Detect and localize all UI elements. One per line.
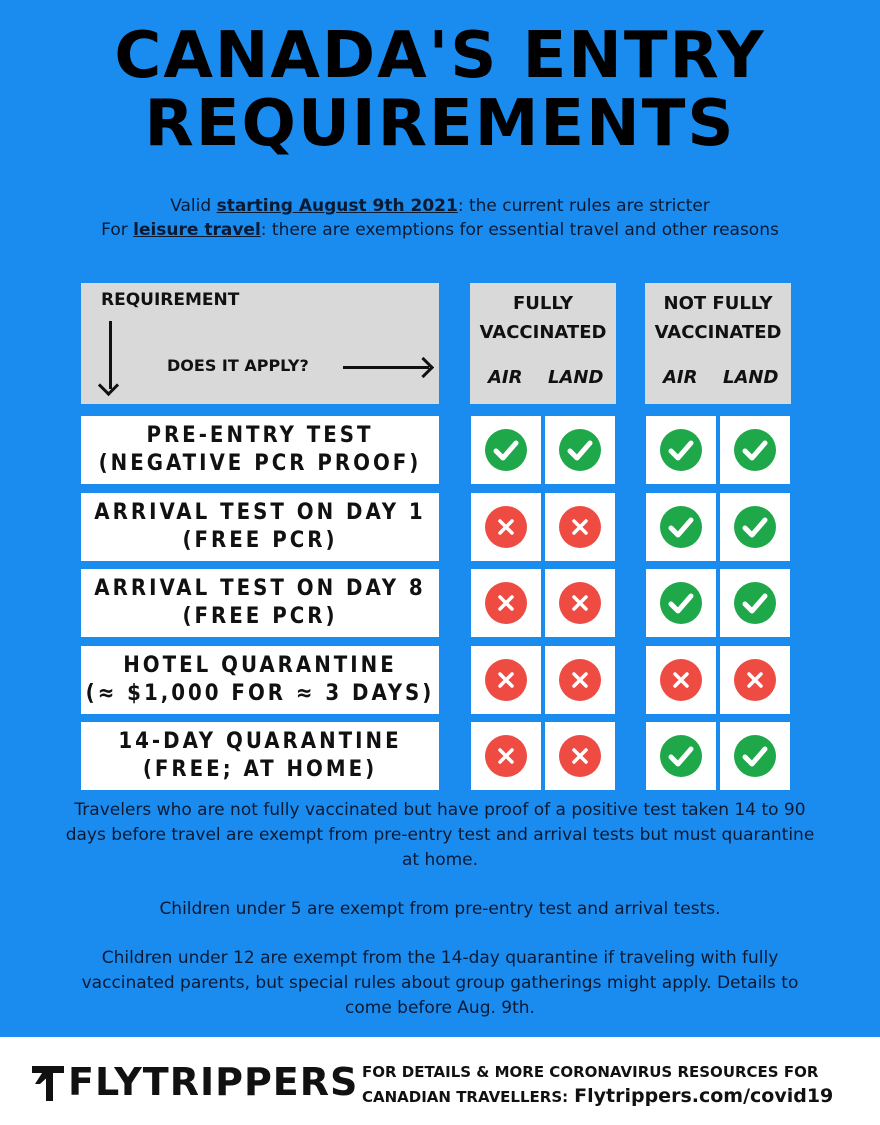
requirement-row-label — [81, 493, 439, 561]
x-circle-icon — [558, 734, 602, 778]
fully-vaccinated-header — [470, 283, 616, 404]
cell-not-fully-air — [646, 646, 716, 714]
requirement-row-label — [81, 646, 439, 714]
check-circle-icon — [733, 734, 777, 778]
cell-not-fully-land — [720, 416, 790, 484]
note-children-under-12: Children under 12 are exempt from the 14-day quarantine if traveling with fully vaccinated parents, but special rules about group gatherings might apply. Details to come before Aug. 9th. — [81, 948, 799, 1018]
land-label: LAND — [548, 367, 604, 388]
x-circle-icon — [484, 581, 528, 625]
requirement-row-label — [81, 416, 439, 484]
footer-text — [362, 1060, 862, 1109]
footer-line-2 — [362, 1084, 862, 1109]
arrow-down-icon — [109, 321, 112, 389]
cell-not-fully-air — [646, 416, 716, 484]
check-circle-icon — [733, 505, 777, 549]
check-circle-icon — [659, 505, 703, 549]
cell-not-fully-land — [720, 722, 790, 790]
subtitle-text: : the current rules are stricter — [457, 196, 710, 216]
col-title-line: FULLY — [512, 293, 574, 314]
requirement-detail: (≈ $1,000 FOR ≈ 3 DAYS) — [85, 681, 435, 706]
title-line-1: CANADA'S ENTRY — [114, 19, 766, 93]
requirement-name: ARRIVAL TEST ON DAY 8 — [94, 576, 426, 601]
cell-fully-air — [471, 646, 541, 714]
requirement-row-label — [81, 569, 439, 637]
col-title-line: VACCINATED — [479, 322, 607, 343]
fully-vaccinated-title — [470, 289, 616, 347]
x-circle-icon — [659, 658, 703, 702]
x-circle-icon — [558, 658, 602, 702]
check-circle-icon — [733, 581, 777, 625]
cell-fully-land — [545, 569, 615, 637]
x-circle-icon — [558, 505, 602, 549]
cell-fully-land — [545, 722, 615, 790]
plane-icon — [28, 1060, 68, 1104]
note-children-under-5: Children under 5 are exempt from pre-entry test and arrival tests. — [159, 899, 721, 919]
flytrippers-logo[interactable] — [28, 1057, 358, 1107]
logo-text: FLYTRIPPERS — [68, 1060, 359, 1104]
check-circle-icon — [484, 428, 528, 472]
footer — [0, 1037, 880, 1125]
footer-line-1: FOR DETAILS & MORE CORONAVIRUS RESOURCES FOR — [362, 1063, 819, 1081]
check-circle-icon — [659, 428, 703, 472]
check-circle-icon — [733, 428, 777, 472]
x-circle-icon — [484, 734, 528, 778]
requirement-name: HOTEL QUARANTINE — [123, 653, 397, 678]
cell-not-fully-air — [646, 722, 716, 790]
cell-fully-air — [471, 416, 541, 484]
cell-fully-air — [471, 569, 541, 637]
requirement-detail: (FREE PCR) — [182, 528, 338, 553]
col-title-line: NOT FULLY — [663, 293, 773, 314]
requirement-header — [81, 283, 439, 404]
cell-fully-land — [545, 646, 615, 714]
requirement-detail: (FREE PCR) — [182, 604, 338, 629]
requirement-name: 14-DAY QUARANTINE — [118, 729, 402, 754]
x-circle-icon — [733, 658, 777, 702]
col-title-line: VACCINATED — [654, 322, 782, 343]
air-label: AIR — [488, 367, 523, 388]
cell-fully-air — [471, 722, 541, 790]
subtitle-line-2 — [0, 218, 880, 242]
not-fully-vaccinated-header — [645, 283, 791, 404]
subtitle — [0, 194, 880, 242]
notes — [60, 798, 820, 1045]
title-line-2: REQUIREMENTS — [144, 87, 736, 161]
requirement-detail: (FREE; AT HOME) — [142, 757, 378, 782]
cell-not-fully-land — [720, 646, 790, 714]
requirement-label: REQUIREMENT — [101, 290, 240, 310]
subtitle-text: Valid — [170, 196, 217, 216]
subtitle-text: For — [101, 220, 134, 240]
requirement-name: PRE-ENTRY TEST — [146, 423, 374, 448]
check-circle-icon — [659, 581, 703, 625]
land-label: LAND — [723, 367, 779, 388]
air-label: AIR — [663, 367, 698, 388]
cell-not-fully-land — [720, 569, 790, 637]
x-circle-icon — [558, 581, 602, 625]
requirement-row-label — [81, 722, 439, 790]
x-circle-icon — [484, 658, 528, 702]
subtitle-text: : there are exemptions for essential travel and other reasons — [260, 220, 779, 240]
cell-not-fully-air — [646, 493, 716, 561]
cell-fully-air — [471, 493, 541, 561]
cell-not-fully-air — [646, 569, 716, 637]
check-circle-icon — [558, 428, 602, 472]
cell-not-fully-land — [720, 493, 790, 561]
requirement-name: ARRIVAL TEST ON DAY 1 — [94, 500, 426, 525]
x-circle-icon — [484, 505, 528, 549]
cell-fully-land — [545, 416, 615, 484]
subtitle-line-1 — [0, 194, 880, 218]
does-it-apply-label: DOES IT APPLY? — [167, 356, 309, 375]
footer-link[interactable]: Flytrippers.com/covid19 — [574, 1085, 834, 1107]
subtitle-emphasis: starting August 9th 2021 — [216, 196, 458, 216]
arrow-right-icon — [343, 366, 429, 369]
note-positive-test: Travelers who are not fully vaccinated but have proof of a positive test taken 14 to 90 days before travel are exempt from pre-entry test and arrival tests but must quarantine at home. — [65, 800, 815, 870]
not-fully-vaccinated-title — [645, 289, 791, 347]
subtitle-emphasis: leisure travel — [133, 220, 261, 240]
cell-fully-land — [545, 493, 615, 561]
check-circle-icon — [659, 734, 703, 778]
footer-line-2-text: CANADIAN TRAVELLERS: — [362, 1088, 569, 1106]
requirement-detail: (NEGATIVE PCR PROOF) — [98, 451, 422, 476]
page-title — [0, 19, 880, 161]
